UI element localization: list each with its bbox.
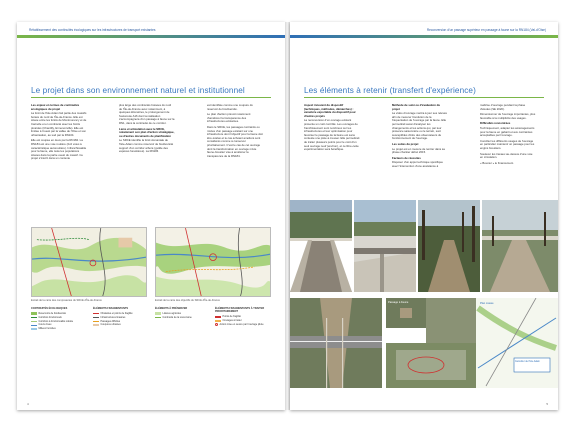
legend-swatch [93,324,99,326]
photo-bridge-deck [290,200,352,292]
plan-masse-diagram [386,298,558,388]
column-paragraph: plus large des continuités boisées du nord de l'Île-de-France avec notamment, à quelques kilomètres, le prolongement de l'autoroute A16 dont la réalisation s'accompagnera d'un passage à faune sur la RN1, dans la continuité de ce corridor. [119,104,175,125]
legend-item: Cours d'eau [38,323,52,327]
column-subheading: Liens et articulation avec le SRCE, notamment son plan d'action stratégique, ou d'autres documents de planification [119,126,175,138]
legend-item: Corridors fonctionnels [38,315,62,319]
legend-swatch [31,321,37,322]
right-column-3 [480,104,536,196]
legend-item: Infrastructures linéaires [100,315,126,319]
right-section-title: Les éléments à retenir (transfert d'expérience) [304,86,476,95]
legend-item: Action mise en œuvre par l'ouvrage pilote [219,322,264,326]
legend-swatch [93,321,99,322]
legend-group-4 [215,307,271,327]
column-paragraph: Soulever les travaux au-dessus d'une voie en circulation. [480,151,533,160]
legend-title: CONTINUITÉS ÉCOLOGIQUES [31,307,68,310]
legend-swatch [155,317,161,318]
column-heading: Aspect innovant du dispositif (techniques, méthodes, démarches) : caractère exportable du dispositif pour d'autres projets [304,104,356,118]
legend-swatch [31,312,37,314]
left-top-band [17,35,285,38]
left-column-2 [119,104,175,222]
legend-swatch [155,312,161,314]
legend-title: ÉLÉMENTS À PRÉSERVER [155,307,188,310]
column-paragraph: Elle est coupée en deux par la RN184. La RN184 est une voie routière (2x2 voies à caractéristique autoroutière). Infranchissable pour la faune, elle isole les populations situées dans la partie ouest du massif. Ce projet s'inscrit dans un contexte [31,138,87,161]
circle-marker-icon [215,323,218,326]
legend-swatch [93,313,99,314]
photo-bridge-side [354,200,416,292]
diagram-label-passage: Passage à Faune [388,301,409,304]
column-paragraph: La vidéo d'ouvrage mettra à jour ses relevés afin de mesurer l'évolution de la fréquentation de l'ouvrage par la faune. Elle permettrait aussi d'analyser les changements et les actions qui, par leur présence saisonnière ou le terrain, sont susceptibles d'être des observateurs du fonctionnement de l'ouvrage. [392,111,447,141]
right-top-band [290,35,558,38]
left-column-1 [31,104,87,222]
photo-overpass-aerial [290,298,382,388]
column-paragraph: Dans le SRCE, les passages contraints ou mixtes d'un passage existant sur une infrastructure dont l'objectif pour la faune doit être évalué et le cas échéant amélioré sont considérés comme à conserver prioritairement. C'est le cas de cet ouvrage dont la transformation en ouvrage mixte faune-forestier vise à améliorer la transparence de la RN184. [207,124,263,158]
left-page-number: 4 [27,402,29,406]
column-paragraph: Concilier les différents usages de l'ouvrage en particulier maintenir un passage pour les engins forestiers. [480,138,535,150]
legend-item: Points de fragilité [222,315,241,319]
column-subheading: Les suites du projet [392,141,419,146]
left-column-3 [207,104,263,222]
srce-map-components [31,227,147,297]
left-title-rule [31,97,271,98]
legend-group-2 [93,307,149,327]
srce-map-objectives [155,227,271,297]
map-caption-1: Extrait de la carte des composantes du SRCE d'Île-de-France [31,299,102,302]
column-paragraph: La forêt de l'Isle Adam fait partie des massifs boisés du nord de l'Île-de-France. Elle est située entre les forêts de Montmorency et de Carnelle et en continuité avec les forêts picardes (Chantilly, Ermenonville). Elle est limitée à l'ouest par la vallée de l'Oise et son urbanisation, au sud par la RN104. [31,111,87,137]
column-paragraph: Dimensionner de l'ouvrage importantes, plus favorable à la multiplicité des usages. [480,112,536,120]
right-page [290,22,558,410]
legend-item: Ouvrages à traiter [222,318,242,322]
legend-swatch [215,320,221,322]
column-subheading: Difficultés rencontrées [480,121,511,126]
column-paragraph: maîtrise d'ouvrage pendant la phase d'études (SE 2020). [480,104,526,111]
column-paragraph: est identifiée comme une coupure du réservoir de biodiversité. [207,104,253,111]
legend-swatch [31,325,37,326]
column-paragraph: Le SRCE identifie la forêt domaniale de l'Isle-Adam comme réservoir de biodiversité support d'un corridor arboré (guilde des espèces forestières). La RN184 [119,138,174,154]
photo-forest-track [482,200,558,292]
column-paragraph: Le projet est en mesure de rentrer dans sa phase chantier début 2015. [392,146,445,155]
legend-group-3 [155,307,211,320]
legend-item: Milieux humides [38,327,56,331]
legend-item: Passages difficiles [100,319,121,323]
diagram-label-plan: Plan masse [480,302,494,305]
legend-item: Lisières agricoles [162,311,181,315]
legend-item: Continuité de la sous-trame [162,315,192,319]
column-paragraph: Techniquement, adapter les aménagements pour la faune en gabarit et aux contraintes acceptables par l'ouvrage. [480,125,535,138]
column-paragraph: Disposer d'un appui technique spécifique avec l'intervention d'une assistance à [392,160,443,168]
legend-item: Réservoirs de biodiversité [38,311,67,315]
right-column-1 [304,104,360,196]
legend-title: ÉLÉMENTS FRAGMENTANTS [93,307,129,310]
legend-group-1 [31,307,87,331]
map-caption-2: Extrait de la carte des objectifs du SRCE d'Île-de-France [155,299,220,302]
right-column-2 [392,104,448,196]
right-title-rule [304,97,544,98]
column-paragraph: La reconversion d'un ouvrage existant présente un coût contrôlé. Les ouvrages de franchissement sont nombreux sur les infrastructures et leur optimisation pour favoriser le passage de la faune est sans conteste une piste à creuser. Elle permettrait de traiter plusieurs points pour le coût d'un seul ouvrage neuf (environ), et ce libre-cette expérimentation sera bénéfique. [304,118,360,152]
photo-path-trees [418,200,480,292]
legend-swatch [31,317,37,318]
legend-swatch [93,317,99,318]
column-paragraph: « Bouvier » le financement. [480,160,514,165]
legend-title: ÉLÉMENTS FRAGMENTANTS À TRAITER PRIORITAIREMENT [215,307,265,314]
column-heading: Méthode de suivi ou d'évaluation du projet [392,104,441,111]
column-paragraph: Le plan d'action prévoit notamment d'améliorer la transparence des infrastructures existantes. [207,112,251,124]
map-legend [31,307,271,377]
left-page [17,22,285,410]
legend-item: Coupures urbaines [100,323,121,327]
left-running-head: Rétablissement des continuités écologiques sur les infrastructures de transport existantes [29,28,156,32]
legend-item: Obstacles et points de fragilité [100,311,133,315]
left-section-title: Le projet dans son environnement naturel et institutionnel [31,86,245,95]
right-page-number: 5 [546,402,548,406]
legend-swatch [215,316,221,318]
column-heading: Les enjeux en termes de continuités écologiques du projet [31,104,80,111]
diagram-label-carrefour: Carrefour de l'Isle-Adam [515,361,540,363]
legend-item: Corridors à fonctionnalité réduite [38,319,74,323]
right-running-head: Reconversion d'un passage supérieur en passage à faune sur la RN184 (Val-d'Oise) [426,28,546,32]
legend-swatch [31,328,37,330]
column-subheading: Facteurs de réussites [392,155,421,160]
